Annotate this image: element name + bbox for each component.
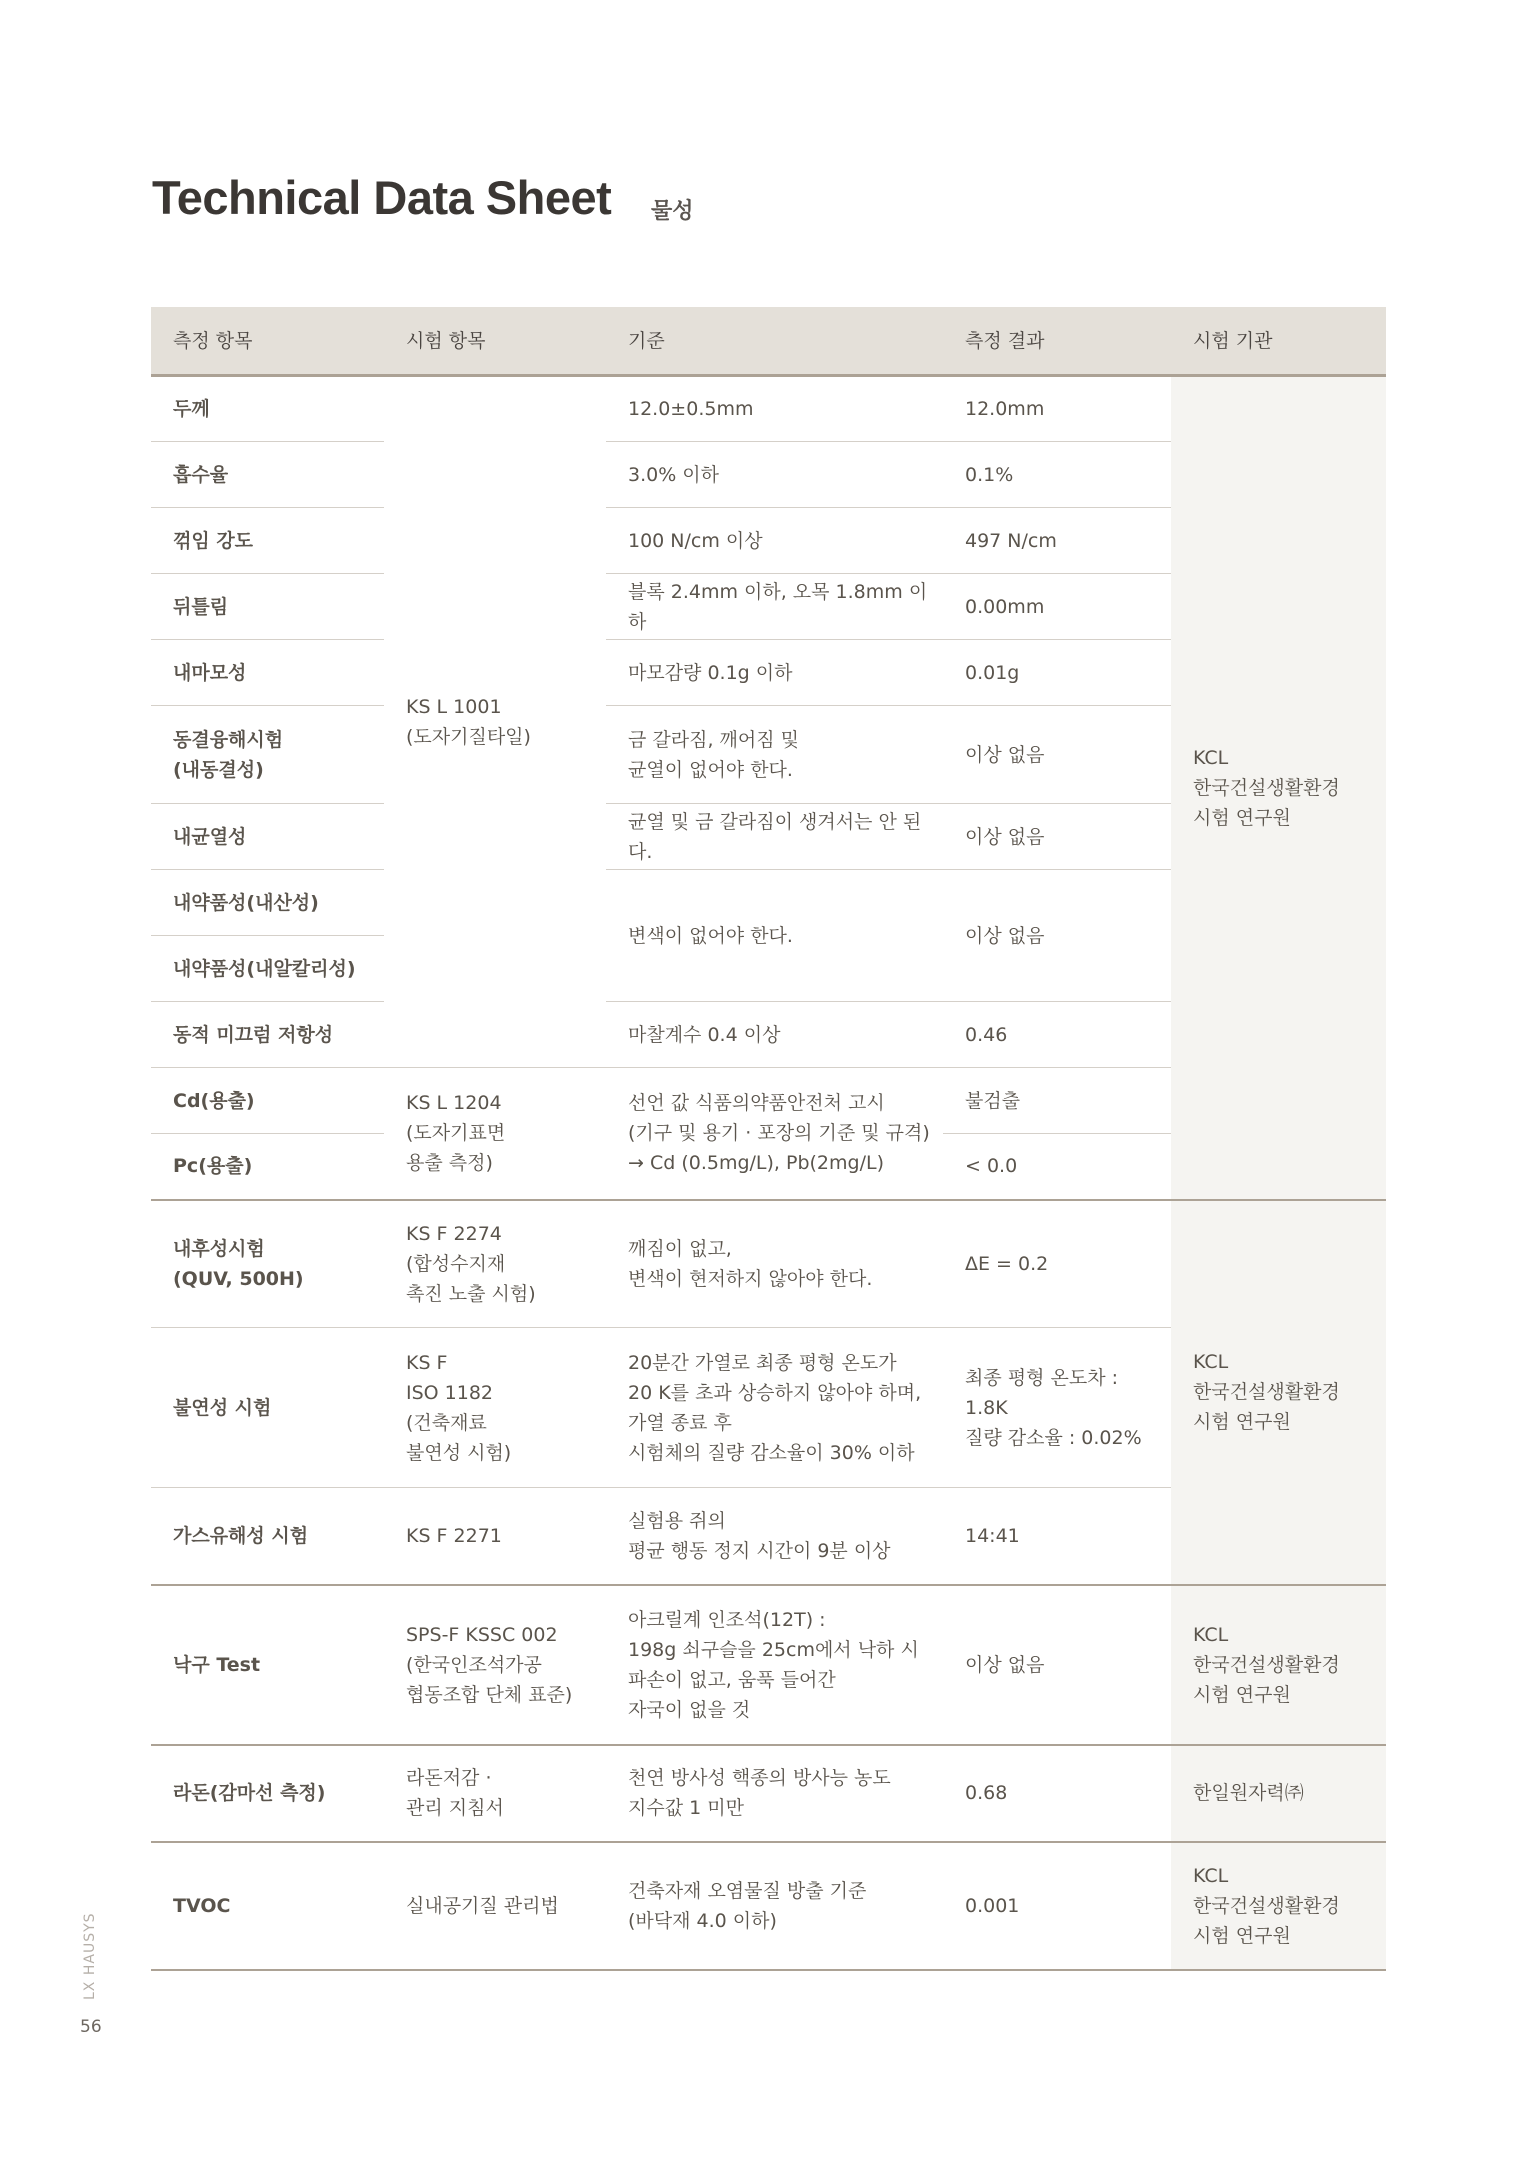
measure-item: Cd(용출)	[151, 1068, 384, 1134]
standard-text: 실험용 쥐의 평균 행동 정지 시간이 9분 이상	[606, 1488, 943, 1585]
measure-item: 내약품성(내알칼리성)	[151, 936, 384, 1002]
standard-text: 선언 값 식품의약품안전처 고시 (기구 및 용기 · 포장의 기준 및 규격) → Cd (0.5mg/L), Pb(2mg/L)	[606, 1068, 943, 1200]
table-row	[151, 1200, 1386, 1328]
standard-text: 마찰계수 0.4 이상	[606, 1002, 943, 1068]
measure-item: 내마모성	[151, 640, 384, 706]
page-title: Technical Data Sheet	[152, 171, 612, 224]
measure-item: 동결융해시험 (내동결성)	[151, 706, 384, 804]
result-value: 0.01g	[943, 640, 1171, 706]
measure-item: 불연성 시험	[151, 1328, 384, 1488]
standard-text: 마모감량 0.1g 이하	[606, 640, 943, 706]
standard-text: 블록 2.4mm 이하, 오목 1.8mm 이하	[606, 574, 943, 640]
col-header-test-item: 시험 항목	[384, 307, 606, 376]
table-row	[151, 1585, 1386, 1745]
technical-data-table	[151, 307, 1386, 1971]
col-header-result: 측정 결과	[943, 307, 1171, 376]
standard-text: 균열 및 금 갈라짐이 생겨서는 안 된다.	[606, 804, 943, 870]
col-header-institution: 시험 기관	[1171, 307, 1386, 376]
test-institution: KCL 한국건설생활환경 시험 연구원	[1171, 1585, 1386, 1745]
standard-text: 12.0±0.5mm	[606, 376, 943, 442]
test-method: SPS-F KSSC 002 (한국인조석가공 협동조합 단체 표준)	[384, 1585, 606, 1745]
standard-text: 변색이 없어야 한다.	[606, 870, 943, 1002]
result-value: 불검출	[943, 1068, 1171, 1134]
test-institution: KCL 한국건설생활환경 시험 연구원	[1171, 1842, 1386, 1970]
test-method: KS L 1001 (도자기질타일)	[384, 376, 606, 1068]
result-value: 최종 평형 온도차 : 1.8K 질량 감소율 : 0.02%	[943, 1328, 1171, 1488]
measure-item: 내후성시험 (QUV, 500H)	[151, 1200, 384, 1328]
result-value: ΔE = 0.2	[943, 1200, 1171, 1328]
test-method: KS F 2271	[384, 1488, 606, 1585]
result-value: 0.00mm	[943, 574, 1171, 640]
test-method: 실내공기질 관리법	[384, 1842, 606, 1970]
measure-item: 가스유해성 시험	[151, 1488, 384, 1585]
measure-item: 두께	[151, 376, 384, 442]
standard-text: 천연 방사성 핵종의 방사능 농도 지수값 1 미만	[606, 1745, 943, 1842]
standard-text: 깨짐이 없고, 변색이 현저하지 않아야 한다.	[606, 1200, 943, 1328]
result-value: 이상 없음	[943, 1585, 1171, 1745]
measure-item: 라돈(감마선 측정)	[151, 1745, 384, 1842]
test-method: KS F 2274 (합성수지재 촉진 노출 시험)	[384, 1200, 606, 1328]
standard-text: 금 갈라짐, 깨어짐 및 균열이 없어야 한다.	[606, 706, 943, 804]
test-institution: KCL 한국건설생활환경 시험 연구원	[1171, 1200, 1386, 1585]
result-value: 497 N/cm	[943, 508, 1171, 574]
measure-item: 동적 미끄럼 저항성	[151, 1002, 384, 1068]
table-row	[151, 376, 1386, 442]
test-method: KS F ISO 1182 (건축재료 불연성 시험)	[384, 1328, 606, 1488]
page-number: 56	[80, 2017, 102, 2037]
result-value: < 0.0	[943, 1134, 1171, 1200]
measure-item: 내균열성	[151, 804, 384, 870]
test-institution: 한일원자력㈜	[1171, 1745, 1386, 1842]
standard-text: 100 N/cm 이상	[606, 508, 943, 574]
standard-text: 건축자재 오염물질 방출 기준 (바닥재 4.0 이하)	[606, 1842, 943, 1970]
table-row	[151, 1842, 1386, 1970]
standard-text: 20분간 가열로 최종 평형 온도가 20 K를 초과 상승하지 않아야 하며, 가열 종료 후 시험체의 질량 감소율이 30% 이하	[606, 1328, 943, 1488]
standard-text: 3.0% 이하	[606, 442, 943, 508]
table-header-row	[151, 307, 1386, 376]
page-subtitle: 물성	[651, 199, 694, 224]
result-value: 이상 없음	[943, 706, 1171, 804]
test-institution: KCL 한국건설생활환경 시험 연구원	[1171, 376, 1386, 1200]
result-value: 이상 없음	[943, 870, 1171, 1002]
test-method: 라돈저감 · 관리 지침서	[384, 1745, 606, 1842]
measure-item: 흡수율	[151, 442, 384, 508]
col-header-standard: 기준	[606, 307, 943, 376]
result-value: 0.001	[943, 1842, 1171, 1970]
measure-item: 뒤틀림	[151, 574, 384, 640]
brand-sidebar-text: LX HAUSYS	[82, 1912, 98, 2000]
result-value: 0.68	[943, 1745, 1171, 1842]
measure-item: 낙구 Test	[151, 1585, 384, 1745]
standard-text: 아크릴계 인조석(12T) : 198g 쇠구슬을 25cm에서 낙하 시 파손이 없고, 움푹 들어간 자국이 없을 것	[606, 1585, 943, 1745]
result-value: 0.1%	[943, 442, 1171, 508]
measure-item: Pc(용출)	[151, 1134, 384, 1200]
measure-item: TVOC	[151, 1842, 384, 1970]
measure-item: 꺾임 강도	[151, 508, 384, 574]
result-value: 이상 없음	[943, 804, 1171, 870]
test-method: KS L 1204 (도자기표면 용출 측정)	[384, 1068, 606, 1200]
col-header-measure-item: 측정 항목	[151, 307, 384, 376]
measure-item: 내약품성(내산성)	[151, 870, 384, 936]
table-row	[151, 1745, 1386, 1842]
result-value: 0.46	[943, 1002, 1171, 1068]
result-value: 12.0mm	[943, 376, 1171, 442]
result-value: 14:41	[943, 1488, 1171, 1585]
